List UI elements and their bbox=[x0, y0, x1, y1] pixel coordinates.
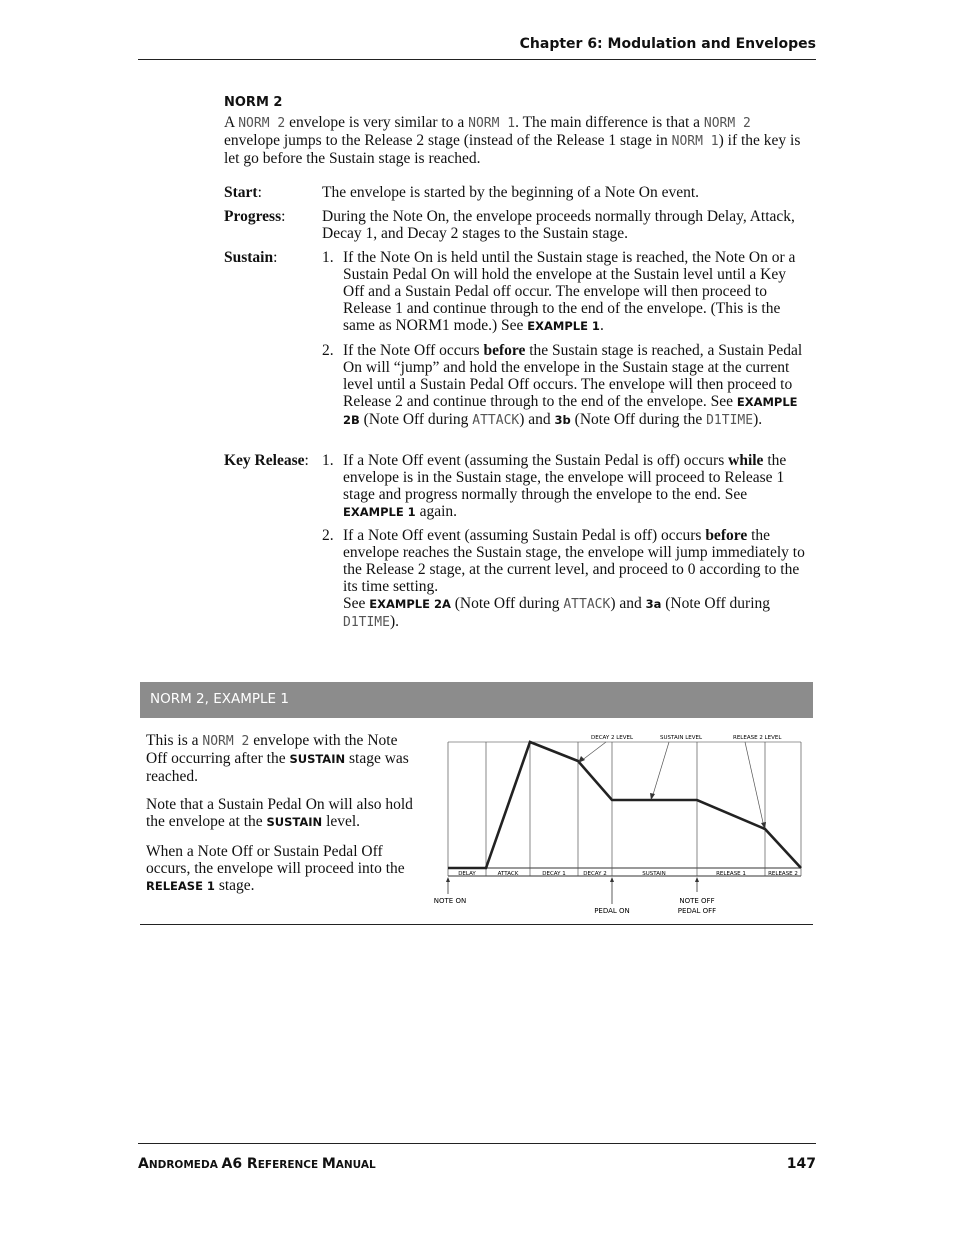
top-label: DECAY 2 LEVEL bbox=[591, 735, 634, 741]
example-ref: EXAMPLE 2B bbox=[343, 395, 798, 427]
pointer-line bbox=[581, 742, 606, 761]
stage-label: DECAY 2 bbox=[583, 871, 607, 877]
stage-ref: SUSTAIN bbox=[266, 815, 323, 829]
param-name: D1TIME bbox=[706, 413, 754, 428]
mode-name: NORM 1 bbox=[468, 116, 516, 131]
stage-label: SUSTAIN bbox=[642, 871, 666, 877]
example-paragraph-2: Note that a Sustain Pedal On will also hold the envelope at the SUSTAIN level. bbox=[146, 796, 413, 830]
stage-ref: SUSTAIN bbox=[289, 752, 346, 766]
arrow-head bbox=[695, 877, 699, 882]
sustain-label: Sustain bbox=[224, 249, 274, 266]
footer-rule bbox=[138, 1143, 816, 1144]
example-title-band bbox=[140, 682, 813, 718]
stage-label: ATTACK bbox=[497, 871, 519, 877]
header-rule bbox=[138, 59, 816, 60]
stage-label: DECAY 1 bbox=[542, 871, 566, 877]
envelope-diagram bbox=[420, 728, 820, 920]
param-name: D1TIME bbox=[343, 615, 390, 630]
start-label: Start bbox=[224, 184, 258, 201]
mode-name: NORM 2 bbox=[202, 734, 250, 749]
start-text: The envelope is started by the beginning of a Note On event. bbox=[322, 184, 700, 201]
param-name: ATTACK bbox=[472, 413, 520, 428]
mode-name: NORM 1 bbox=[671, 134, 719, 149]
key-release-label: Key Release bbox=[224, 452, 305, 469]
top-label: RELEASE 2 LEVEL bbox=[733, 735, 782, 741]
arrow-head bbox=[446, 877, 450, 882]
mode-name: NORM 2 bbox=[238, 116, 286, 131]
param-name: ATTACK bbox=[563, 597, 611, 612]
intro-paragraph: A NORM 2 envelope is very similar to a NORM 1. The main difference is that a NORM 2 envelope jumps to the Release 2 stage (instead of the Release 1 stage in NORM 1) if the key is let go before the Sustain stage is reached. bbox=[224, 114, 801, 167]
example-title: NORM 2, EXAMPLE 1 bbox=[150, 691, 289, 707]
example-ref: EXAMPLE 1 bbox=[343, 505, 416, 519]
example-ref: EXAMPLE 1 bbox=[527, 319, 600, 333]
example-bottom-rule bbox=[140, 924, 813, 925]
pointer-line bbox=[745, 742, 764, 827]
stage-label: RELEASE 2 bbox=[768, 871, 798, 877]
arrow-head bbox=[578, 756, 585, 763]
stage-label: RELEASE 1 bbox=[716, 871, 746, 877]
pedal-off-label: PEDAL OFF bbox=[677, 907, 717, 915]
envelope-curve bbox=[448, 742, 801, 868]
note-off-label: NOTE OFF bbox=[679, 897, 715, 905]
pointer-line bbox=[652, 742, 669, 798]
stage-label: DELAY bbox=[458, 871, 476, 877]
manual-title: ANDROMEDA A6 REFERENCE MANUAL bbox=[138, 1156, 376, 1172]
note-on-label: NOTE ON bbox=[433, 897, 467, 905]
progress-label: Progress bbox=[224, 208, 282, 225]
example-paragraph-1: This is a NORM 2 envelope with the Note Off occurring after the SUSTAIN stage was reached. bbox=[146, 732, 409, 785]
progress-text: During the Note On, the envelope proceeds normally through Delay, Attack, Decay 1, and Decay 2 stages to the Sustain stage. bbox=[322, 208, 795, 242]
example-ref: 3a bbox=[645, 597, 662, 611]
stage-ref: RELEASE 1 bbox=[146, 879, 215, 893]
example-ref: 3b bbox=[554, 413, 571, 427]
arrow-head bbox=[610, 877, 614, 882]
section-title: NORM 2 bbox=[224, 95, 283, 110]
top-label: SUSTAIN LEVEL bbox=[660, 735, 703, 741]
example-ref: EXAMPLE 2A bbox=[369, 597, 451, 611]
example-paragraph-3: When a Note Off or Sustain Pedal Off occurs, the envelope will proceed into the RELEASE 1 stage. bbox=[146, 843, 405, 894]
pedal-on-label: PEDAL ON bbox=[594, 907, 630, 915]
page-number: 147 bbox=[786, 1156, 816, 1172]
chapter-header: Chapter 6: Modulation and Envelopes bbox=[519, 36, 816, 52]
mode-name: NORM 2 bbox=[703, 116, 751, 131]
